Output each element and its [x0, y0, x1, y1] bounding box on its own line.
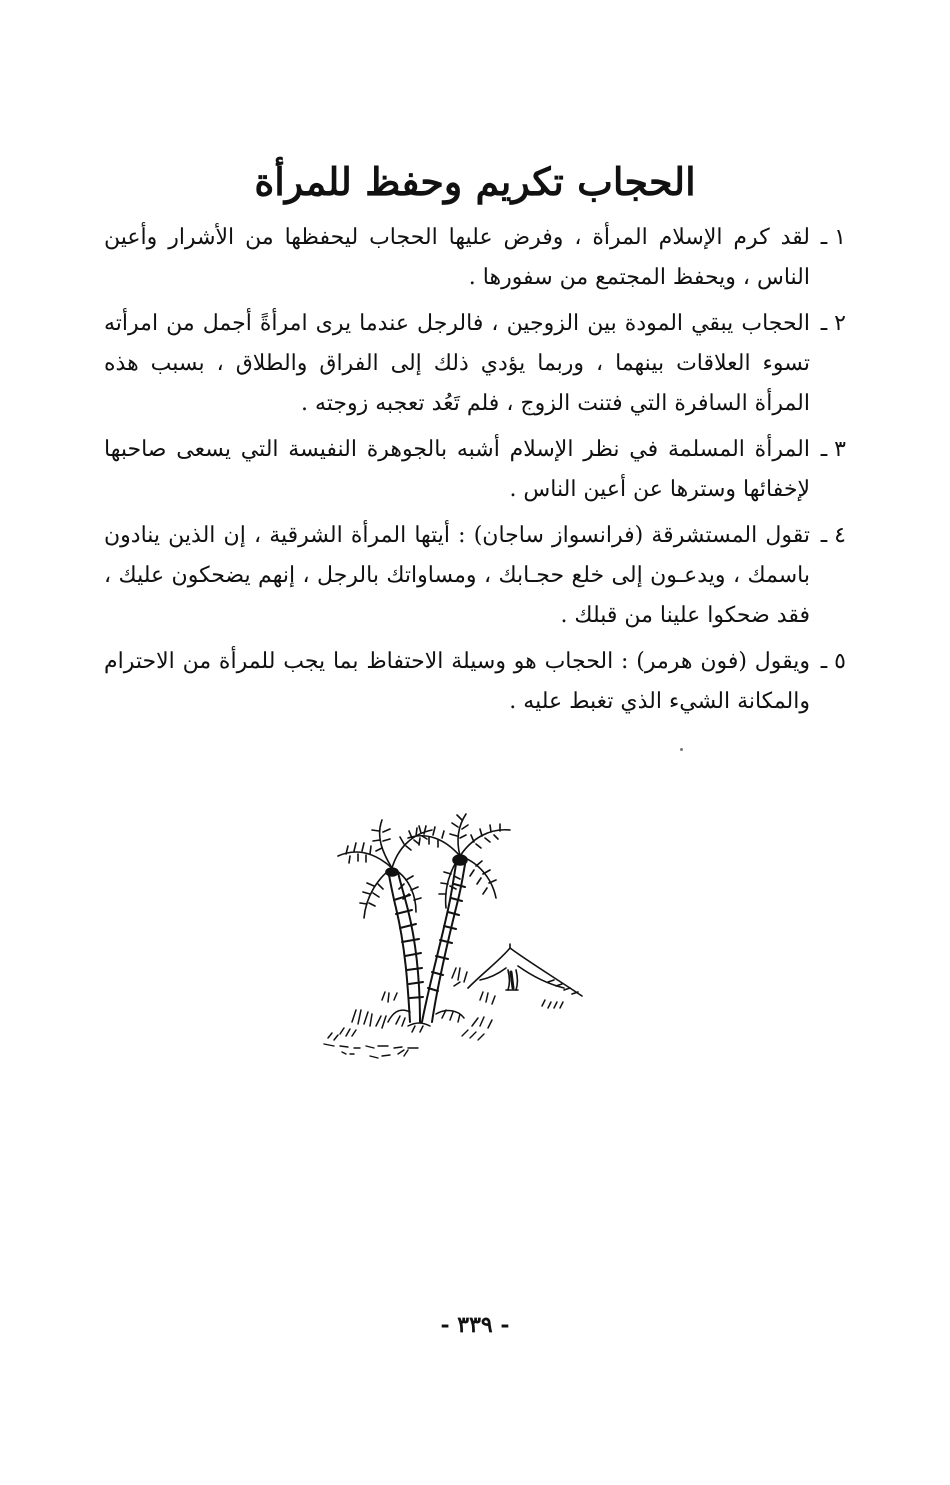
print-speck: [680, 748, 683, 751]
numbered-list: [104, 218, 846, 728]
palm-fronds: [338, 820, 432, 918]
item-text: ويقول (فون هرمر) : الحجاب هو وسيلة الاحتفاظ بما يجب للمرأة من الاحترام والمكانة الشيء الذي تغبط عليه .: [104, 649, 810, 714]
item-text: الحجاب يبقي المودة بين الزوجين ، فالرجل عندما يرى امرأةً أجمل من امرأته تسوء العلاقات بينهما ، وربما يؤدي ذلك إلى الفراق والطلاق ، بسبب هذه المرأة السافرة التي فتنت الزوج ، فلم تَعُد تعجبه زوجته .: [104, 311, 810, 416]
list-item: [104, 516, 846, 636]
list-item: [104, 430, 846, 510]
item-text: تقول المستشرقة (فرانسواز ساجان) : أيتها المرأة الشرقية ، إن الذين ينادون باسمك ، ويدعـون إلى خلع حجـابك ، ومساواتك بالرجل ، إنهم يضحكون عليك ، فقد ضحكوا علينا من قبلك .: [104, 523, 810, 628]
item-number: ١ ـ: [820, 225, 846, 250]
grass-tufts: [328, 968, 563, 1040]
list-item: [104, 642, 846, 722]
ground-marks: [324, 1030, 484, 1058]
tent: [468, 944, 582, 996]
page-title: الحجاب تكريم وحفظ للمرأة: [254, 159, 696, 204]
list-item: [104, 218, 846, 298]
list-item: [104, 304, 846, 424]
item-text: المرأة المسلمة في نظر الإسلام أشبه بالجوهرة النفيسة التي يسعى صاحبها لإخفائها وسترها عن أعين الناس .: [104, 437, 810, 502]
item-number: ٣ ـ: [820, 437, 846, 462]
item-text: لقد كرم الإسلام المرأة ، وفرض عليها الحجاب ليحفظها من الأشرار وأعين الناس ، ويحفظ المجتمع من سفورها .: [104, 225, 810, 290]
item-number: ٤ ـ: [820, 523, 846, 548]
item-number: ٢ ـ: [820, 311, 846, 336]
palm-trunks: [388, 858, 466, 1022]
item-number: ٥ ـ: [820, 649, 846, 674]
page-number: - ٣٣٩ -: [440, 1312, 510, 1338]
palm-trees-and-tent-icon: [312, 800, 592, 1065]
